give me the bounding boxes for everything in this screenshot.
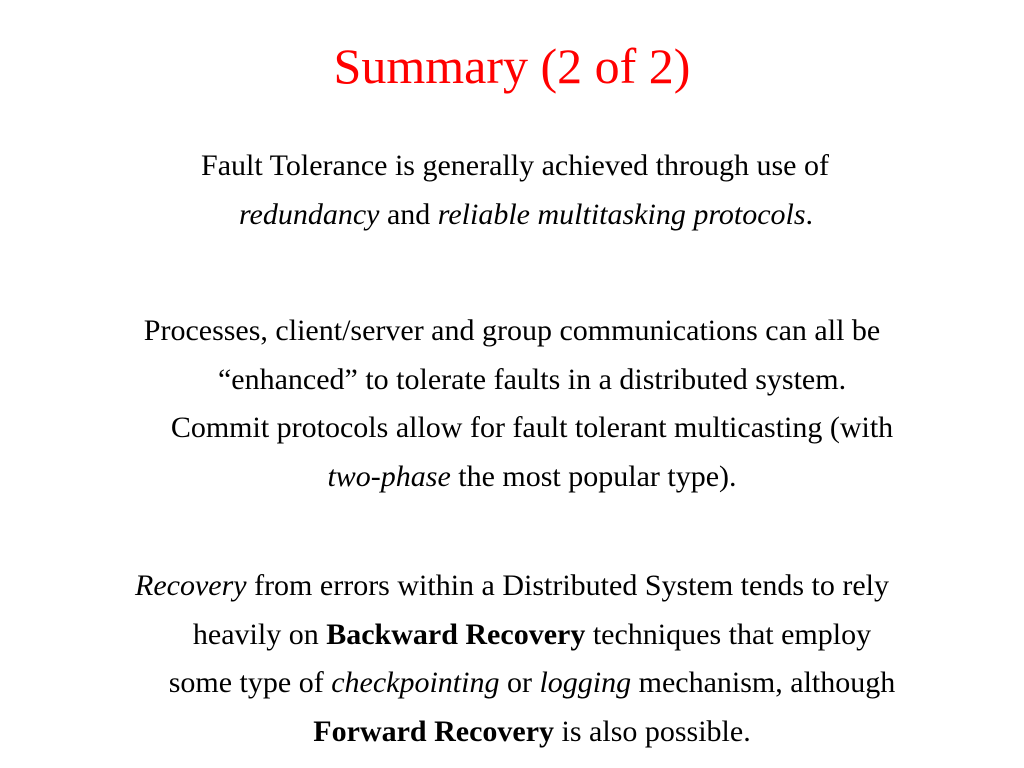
text-line (40, 191, 990, 240)
text-run: or (499, 666, 540, 699)
paragraph-processes (0, 307, 1024, 501)
emphasis-reliable-multitasking-protocols: reliable multitasking protocols (437, 197, 806, 231)
strong-backward-recovery: Backward Recovery (326, 617, 586, 651)
slide-title: Summary (2 of 2) (333, 38, 691, 94)
text-line (0, 356, 1024, 405)
text-run: techniques that employ (585, 617, 872, 651)
text-run: “enhanced” to tolerate faults in a distributed system. (217, 362, 847, 396)
text-line (0, 562, 1024, 611)
text-line (0, 453, 1024, 502)
emphasis-redundancy: redundancy (238, 197, 380, 231)
text-run: . (805, 197, 814, 231)
text-run: Fault Tolerance is generally achieved through use of (201, 149, 829, 182)
text-run: Commit protocols allow for fault tolerant multicasting (with (170, 411, 894, 444)
emphasis-logging: logging (539, 666, 632, 699)
text-line (0, 708, 1024, 757)
text-line (0, 404, 1024, 453)
text-run: some type of (168, 666, 332, 699)
text-run: Processes, client/server and group communications can all be (143, 314, 881, 347)
text-line (0, 611, 1024, 660)
text-run: the most popular type). (450, 459, 737, 493)
emphasis-recovery: Recovery (135, 569, 247, 602)
text-run: is also possible. (554, 714, 751, 748)
text-line (0, 659, 1024, 708)
paragraph-fault-tolerance (40, 142, 990, 239)
paragraph-recovery (0, 562, 1024, 756)
emphasis-two-phase: two-phase (327, 459, 451, 493)
text-run: mechanism, although (631, 666, 896, 699)
text-run: heavily on (192, 617, 327, 651)
text-line (40, 142, 990, 191)
text-line (0, 307, 1024, 356)
text-run: from errors within a Distributed System tends to rely (246, 569, 889, 602)
strong-forward-recovery: Forward Recovery (313, 714, 555, 748)
emphasis-checkpointing: checkpointing (331, 666, 500, 699)
text-run: and (379, 197, 438, 231)
